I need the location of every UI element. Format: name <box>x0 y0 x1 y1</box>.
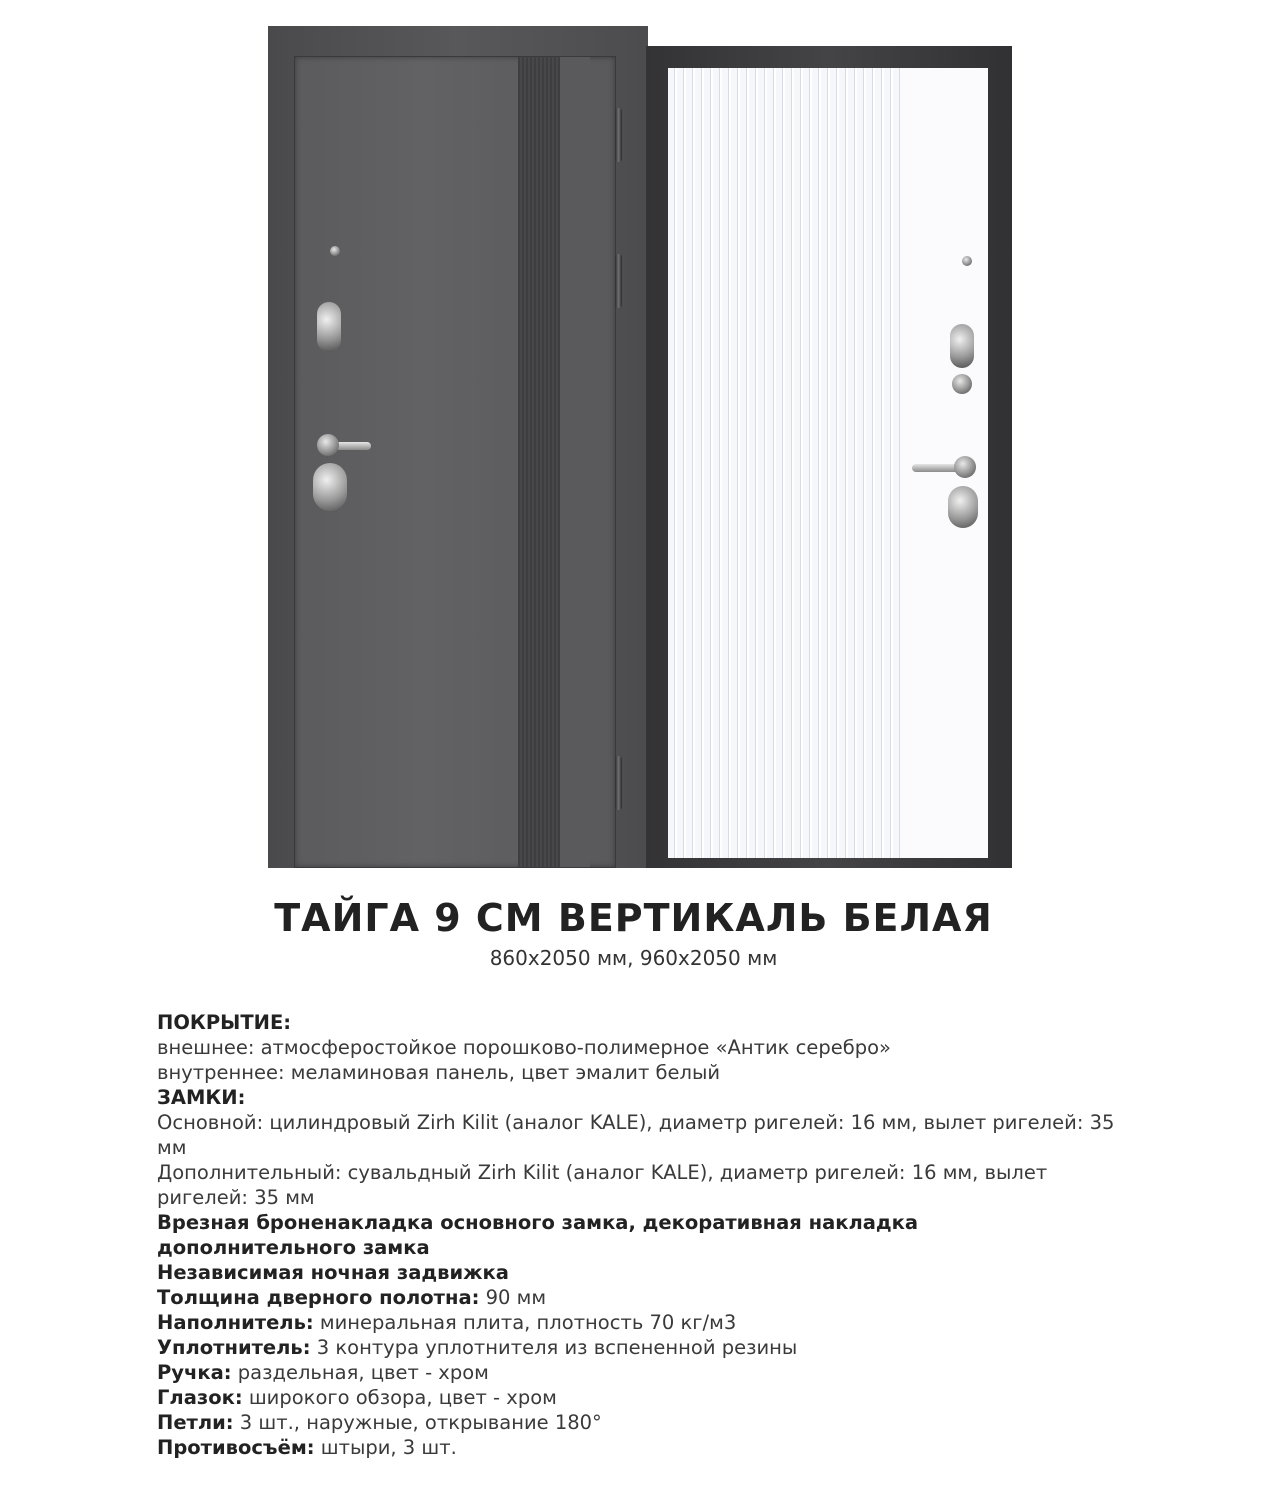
filler-label: Наполнитель: <box>157 1311 314 1334</box>
coating-heading: ПОКРЫТИЕ: <box>157 1011 292 1034</box>
night-latch-knob <box>952 374 972 394</box>
filler-row <box>157 1310 1117 1335</box>
antiremoval-row <box>157 1435 1117 1460</box>
peephole-inner <box>962 256 972 266</box>
thickness-row <box>157 1285 1117 1310</box>
door-product-image <box>268 26 1013 868</box>
handle-row <box>157 1360 1117 1385</box>
hinges-row <box>157 1410 1117 1435</box>
hinge-bottom <box>615 756 622 810</box>
antiremoval-label: Противосъём: <box>157 1436 315 1459</box>
hinges-value: 3 шт., наружные, открывание 180° <box>233 1411 602 1434</box>
thickness-label: Толщина дверного полотна: <box>157 1286 480 1309</box>
door-inner-panel <box>668 68 988 858</box>
product-sizes: 860х2050 мм, 960х2050 мм <box>489 946 778 970</box>
seal-label: Уплотнитель: <box>157 1336 311 1359</box>
handle-value: раздельная, цвет - хром <box>231 1361 489 1384</box>
handle-label: Ручка: <box>157 1361 232 1384</box>
hinge-middle <box>615 254 622 308</box>
armor-plate: Врезная броненакладка основного замка, декоративная накладка дополнительного замка <box>157 1211 919 1259</box>
decor-stripe <box>518 57 560 867</box>
door-outer-side <box>268 26 648 868</box>
lock-main: Основной: цилиндровый Zirh Kilit (аналог KALE), диаметр ригелей: 16 мм, вылет ригелей: 35 мм <box>157 1111 1115 1159</box>
coating-outer: внешнее: атмосферостойкое порошково-полимерное «Антик серебро» <box>157 1036 891 1059</box>
vertical-line-pattern <box>668 68 900 858</box>
door-outer-panel <box>294 56 616 868</box>
hinges-label: Петли: <box>157 1411 234 1434</box>
product-title: ТАЙГА 9 СМ ВЕРТИКАЛЬ БЕЛАЯ <box>274 896 993 940</box>
inner-lock-plate <box>950 324 974 368</box>
inner-handle-rosette <box>954 456 976 478</box>
handle-rosette <box>317 434 339 456</box>
peephole-label: Глазок: <box>157 1386 243 1409</box>
cylinder-lock-plate <box>317 302 341 352</box>
lock-extra: Дополнительный: сувальдный Zirh Kilit (аналог KALE), диаметр ригелей: 16 мм, вылет ригелей: 35 мм <box>157 1161 1048 1209</box>
secondary-lock-plate <box>313 463 347 511</box>
locks-heading: ЗАМКИ: <box>157 1086 246 1109</box>
hinge-top <box>615 108 622 162</box>
filler-value: минеральная плита, плотность 70 кг/м3 <box>313 1311 737 1334</box>
inner-thumbturn-plate <box>948 486 978 528</box>
peephole-row <box>157 1385 1117 1410</box>
door-inner-side <box>646 46 1012 868</box>
peephole <box>330 246 340 256</box>
seal-row <box>157 1335 1117 1360</box>
peephole-value: широкого обзора, цвет - хром <box>242 1386 557 1409</box>
coating-inner: внутреннее: меламиновая панель, цвет эмалит белый <box>157 1061 721 1084</box>
spec-list <box>157 1010 1117 1460</box>
seal-value: 3 контура уплотнителя из вспененной резины <box>310 1336 798 1359</box>
antiremoval-value: штыри, 3 шт. <box>314 1436 457 1459</box>
night-latch: Независимая ночная задвижка <box>157 1261 509 1284</box>
thickness-value: 90 мм <box>479 1286 547 1309</box>
